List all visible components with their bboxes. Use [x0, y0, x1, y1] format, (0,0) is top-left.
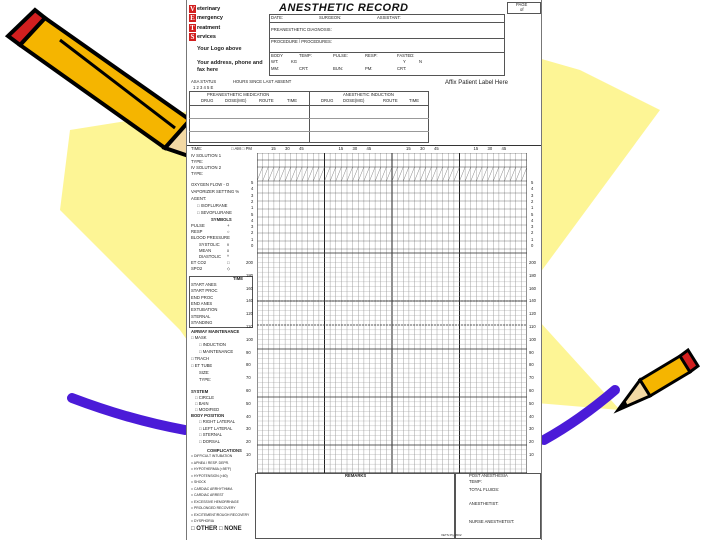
symbol-name: PULSE [191, 223, 205, 228]
airway-option: □ MAINTENANCE [199, 349, 234, 354]
copyright-text: VETS Pty 2002 [441, 533, 462, 537]
airway-title: AIRWAY MAINTENANCE [191, 329, 240, 334]
time-row-label: STANDING [191, 319, 213, 325]
am-pm-label: □ AM □ PM [231, 146, 252, 151]
airway-option: TYPE: [199, 377, 212, 382]
symbol-glyph: ^ [227, 254, 229, 259]
page-title: ANESTHETIC RECORD [279, 2, 409, 14]
grid-line [291, 167, 297, 181]
symbols-title: SYMBOLS [211, 217, 232, 222]
grid-line [375, 167, 381, 181]
complication-option: □ PROLONGED RECOVERY [191, 506, 236, 510]
position-title: BODY POSITION [191, 413, 225, 418]
complication-option: □ EXCITEMENT/ROUGH RECOVERY [191, 512, 250, 517]
scale-value: 100 [246, 336, 253, 342]
address-text: Your address, phone and fax here [197, 60, 263, 73]
grid-line [263, 167, 269, 181]
scale-digit: 4 [251, 217, 254, 223]
grid-line [521, 167, 527, 181]
scale-value: 30 [246, 426, 251, 432]
system-title: SYSTEM [191, 389, 209, 394]
grid-line [460, 167, 466, 181]
scale-value: 90 [529, 349, 534, 355]
symbol-glyph: ○ [227, 229, 230, 235]
complication-option: □ EXCESSIVE HEMORRHAGE [191, 499, 239, 504]
symbol-glyph: ◇ [227, 266, 231, 272]
anesthetist-label: ANESTHETIST: [469, 501, 499, 506]
symbol-name: SPO2 [191, 266, 203, 272]
scale-value: 120 [246, 311, 253, 317]
scale-value: 80 [246, 362, 251, 368]
grid-line [488, 167, 494, 181]
time-row-label: START PROC [191, 288, 218, 294]
complication-option: □ APNEA / RESP. DEPR. [191, 460, 229, 465]
scale-digit: 4 [251, 186, 254, 192]
grid-line [420, 167, 426, 181]
grid-line [319, 167, 325, 181]
time-title: TIME [233, 276, 244, 281]
grid-line [370, 167, 376, 181]
grid-line [268, 167, 274, 181]
induction-title: ANESTHETIC INDUCTION [343, 92, 394, 97]
scale-value: 70 [529, 375, 534, 381]
grid-line [471, 167, 477, 181]
scale-digit: 5 [251, 180, 254, 185]
symbol-glyph: x [227, 247, 230, 253]
grid-line [409, 167, 415, 181]
grid-line [493, 167, 499, 181]
grid-line [280, 167, 286, 181]
time-tick: 45 [366, 146, 372, 151]
grid-line [415, 167, 421, 181]
scale-digit: 3 [531, 192, 534, 198]
logo-letter-e: E [190, 14, 195, 23]
grid-line [437, 167, 443, 181]
total-fluids-label: TOTAL FLUIDS: [469, 487, 500, 492]
post-anesthesia-label: POST ANESTHESIA [469, 473, 508, 478]
grid-line [482, 167, 488, 181]
complication-option: □ DYSPHORIA [191, 519, 214, 523]
position-option: □ DORSAL [199, 438, 220, 444]
time-tick: 15 [271, 146, 276, 151]
remarks-box [255, 473, 455, 539]
grid-line [443, 167, 449, 181]
scale-value: 50 [529, 400, 534, 406]
anesthetic-record-sheet: V eterinary E mergency T reatment S ervices Your Logo above Your address, phone and fax here ANESTHETIC RECORD PAGE of DATE: SURGEON: ASSISTANT: PREANESTHETIC DIAGNOSIS: PROCEDURE / PROCEDURES: BODY TEMP: PULSE: RESP: FASTED: WT: KG Y N MM: CRT: BUN: PM: CRT: ASA STATUS 1 2 3 4 5 E HOURS SINCE LAST ABSENT Affix Patient Label Here PREANESTHETIC MEDICATION ANESTHETIC INDUCTION DRUG DOSE(MG) ROUTE TIME DRUG DOSE(MG) ROUTE TIME TIME: □ AM □ PM IV SOLUTION 1 TYPE: IV SOLUTION 2 TYPE: OXYGEN FLOW - O VAPORIZER SETTING % AGENT: □ ISOFLURANE □ SEVOFLURANE SYMBOLS PULSE + RESP ○ BLOOD PRESSURE SYSTOLIC v MEAN x DIASTOLIC ^ ET CO2 □ SPO2 ◇ TIME START ANES START PROC END PROC END ANES EXTUBATION STERNAL STANDING AIRWAY MAINTENANCE □ MASK □ INDUCTION □ MAINTENANCE □ TRACH □ ET TUBE SIZE: TYPE: SYSTEM □ CIRCLE □ BAIN □ MODIFIED BODY POSITION □ RIGHT LATERAL □ LEFT LATERAL □ STERNAL □ DORSAL COMPLICATIONS □ DIFFICULT INTUBATION □ APNEA / RESP. DEPR. □ HYPOTHERMIA (<98°F) □ HYPOTENSION (<60) □ SHOCK □ CARDIAC ARRHYTHMIA □ CARDIAC ARREST □ EXCESSIVE HEMORRHAGE □ PROLONGED RECOVERY □ EXCITEMENT/ROUGH RECOVERY □ DYSPHORIA □ OTHER □ NONE 5 4 3 2 1 5 4 3 2 1 0 200 180 160 140 120 110 100 90 80 70 60 50 40 30 20 10 5 4 3 2 1 5 4 3 2 1 0 200 180 160 140 120 110 100 90 80 70 60 50 40 30 20 10 REMARKS POST ANESTHESIA TEMP: TOTAL FLUIDS: ANESTHETIST: NURSE ANESTHETIST: VETS Pty 2002 15 30 45 15 30 45 15 30 45 15 30 45 [186, 0, 542, 540]
grid-line [426, 167, 432, 181]
date-label: DATE: [271, 15, 284, 20]
grid-line [358, 167, 364, 181]
grid-line [392, 167, 398, 181]
scale-digit: 4 [531, 186, 534, 192]
asa-numbers: 1 2 3 4 5 E [193, 85, 214, 90]
scale-value: 50 [246, 400, 251, 406]
grid-line [465, 167, 471, 181]
airway-option: □ MASK [191, 335, 207, 340]
scale-digit: 5 [251, 211, 254, 217]
system-option: □ MODIFIED [195, 407, 220, 412]
other-none-checkboxes: □ OTHER □ NONE [191, 526, 242, 532]
scale-value: 10 [529, 452, 534, 457]
grid-line [330, 167, 336, 181]
scale-value: 200 [529, 260, 536, 265]
scale-value: 160 [246, 285, 253, 291]
scale-value: 20 [246, 439, 251, 445]
scale-value: 10 [246, 452, 251, 457]
scale-digit: 1 [251, 236, 254, 242]
grid-line [296, 167, 302, 181]
time-row-label: END PROC [191, 294, 214, 300]
logo-letter-v: V [189, 4, 196, 13]
time-row-label: STERNAL [191, 313, 211, 319]
grid-line [313, 167, 319, 181]
asa-status-label: ASA STATUS [191, 79, 217, 84]
scale-digit: 0 [251, 243, 254, 248]
scale-digit: 2 [251, 198, 254, 204]
time-tick: 30 [487, 146, 493, 151]
grid-line [476, 167, 482, 181]
affix-label: Affix Patient Label Here [445, 80, 508, 86]
scale-value: 140 [246, 298, 253, 304]
system-option: □ CIRCLE [195, 395, 215, 400]
time-row-label: EXTUBATION [191, 307, 218, 313]
grid-line [257, 167, 263, 181]
grid-line [454, 167, 460, 181]
grid-line [398, 167, 404, 181]
scale-value: 40 [529, 413, 534, 419]
time-tick: 45 [434, 146, 439, 151]
grid-line [341, 167, 347, 181]
grid-line [499, 167, 505, 181]
time-tick: 30 [352, 146, 358, 151]
hours-label: HOURS SINCE LAST ABSENT [233, 79, 292, 84]
symbol-name: SYSTOLIC [199, 241, 220, 247]
scale-digit: 2 [531, 198, 534, 204]
time-tick: 45 [501, 146, 507, 151]
premed-title: PREANESTHETIC MEDICATION [207, 92, 270, 97]
time-row-label: END ANES [191, 300, 213, 306]
complication-option: □ CARDIAC ARREST [191, 493, 224, 497]
procedures-label: PROCEDURE / PROCEDURES: [271, 39, 332, 44]
scale-value: 160 [529, 285, 536, 291]
scale-value: 80 [529, 362, 534, 368]
symbol-name: RESP [191, 229, 203, 235]
time-row-label: START ANES [191, 282, 217, 287]
grid-line [302, 167, 308, 181]
scale-value: 30 [529, 426, 534, 432]
scale-value: 100 [529, 336, 536, 342]
scale-value: 120 [529, 311, 536, 317]
logo-letter-s: S [190, 33, 195, 42]
purple-swoosh-left [72, 398, 185, 430]
scale-digit: 1 [531, 236, 534, 242]
nurse-anesthetist-label: NURSE ANESTHETIST: [469, 519, 515, 524]
grid-line [448, 167, 454, 181]
logo-letter-t: T [190, 23, 195, 32]
page-number-box: PAGE of [507, 2, 541, 14]
small-pencil-icon [618, 350, 698, 410]
time-label: TIME: [191, 146, 203, 151]
time-tick: 30 [420, 146, 425, 151]
grid-line [386, 167, 392, 181]
scale-value: 40 [246, 413, 251, 419]
airway-option: □ TRACH [191, 356, 210, 361]
grid-line [347, 167, 353, 181]
grid-line [403, 167, 409, 181]
symbol-name: DIASTOLIC [199, 254, 222, 259]
grid-line [274, 167, 280, 181]
scale-digit: 1 [531, 205, 534, 211]
scale-value: 60 [529, 388, 534, 393]
airway-option: □ ET TUBE [191, 363, 213, 368]
scale-digit: 2 [251, 230, 254, 236]
time-tick: 45 [299, 146, 304, 151]
symbol-glyph: + [227, 223, 230, 228]
time-tick: 15 [338, 146, 344, 151]
scale-value: 110 [246, 324, 253, 329]
scale-value: 60 [246, 388, 251, 393]
scale-digit: 5 [531, 211, 534, 217]
scale-value: 90 [246, 349, 251, 355]
scale-value: 200 [246, 260, 253, 265]
time-tick: 30 [285, 146, 290, 151]
symbol-name: MEAN [199, 247, 212, 253]
scale-value: 140 [529, 298, 536, 304]
remarks-label: REMARKS [345, 473, 367, 478]
grid-line [381, 167, 387, 181]
scale-value: 70 [246, 375, 251, 381]
monitoring-grid [257, 153, 527, 473]
symbol-name: BLOOD PRESSURE [191, 235, 230, 241]
grid-line [325, 167, 331, 181]
symbol-glyph: □ [227, 260, 230, 266]
scale-value: 110 [529, 324, 536, 329]
scale-digit: 4 [531, 217, 534, 223]
scale-digit: 0 [531, 243, 534, 248]
scale-value: 180 [529, 272, 536, 278]
grid-line [364, 167, 370, 181]
temp-label: TEMP: [469, 479, 482, 484]
symbol-name: ET CO2 [191, 260, 207, 266]
symbol-glyph: v [227, 241, 230, 247]
complication-option: □ HYPOTHERMIA (<98°F) [191, 467, 232, 471]
scale-value: 180 [246, 272, 253, 278]
airway-option: SIZE: [199, 370, 210, 375]
complication-option: □ CARDIAC ARRHYTHMIA [191, 486, 233, 491]
vets-logo: V eterinary E mergency T reatment S ervices [189, 4, 223, 42]
scale-digit: 2 [531, 230, 534, 236]
complication-option: □ SHOCK [191, 480, 207, 484]
position-option: □ RIGHT LATERAL [199, 419, 236, 424]
time-tick: 15 [406, 146, 411, 151]
grid-line [353, 167, 359, 181]
grid-line [308, 167, 314, 181]
your-logo-text: Your Logo above [197, 46, 242, 52]
system-option: □ BAIN [195, 401, 209, 406]
complication-option: □ HYPOTENSION (<60) [191, 473, 228, 478]
grid-line [505, 167, 511, 181]
airway-option: □ INDUCTION [199, 342, 226, 347]
grid-line [336, 167, 342, 181]
position-option: □ LEFT LATERAL [199, 425, 233, 431]
scale-digit: 3 [531, 224, 534, 230]
assistant-label: ASSISTANT: [377, 15, 401, 20]
surgeon-label: SURGEON: [319, 15, 342, 20]
grid-line [285, 167, 291, 181]
grid-line [431, 167, 437, 181]
pre-diagnosis-label: PREANESTHETIC DIAGNOSIS: [271, 27, 332, 32]
grid-line [510, 167, 516, 181]
scale-digit: 3 [251, 224, 254, 230]
scale-value: 20 [529, 439, 534, 445]
time-tick: 15 [473, 146, 479, 151]
complication-option: □ DIFFICULT INTUBATION [191, 454, 233, 458]
position-option: □ STERNAL [199, 432, 223, 437]
grid-line [516, 167, 522, 181]
scale-digit: 1 [251, 205, 254, 211]
complications-title: COMPLICATIONS [207, 448, 242, 453]
scale-digit: 5 [531, 180, 534, 185]
scale-digit: 3 [251, 192, 254, 198]
